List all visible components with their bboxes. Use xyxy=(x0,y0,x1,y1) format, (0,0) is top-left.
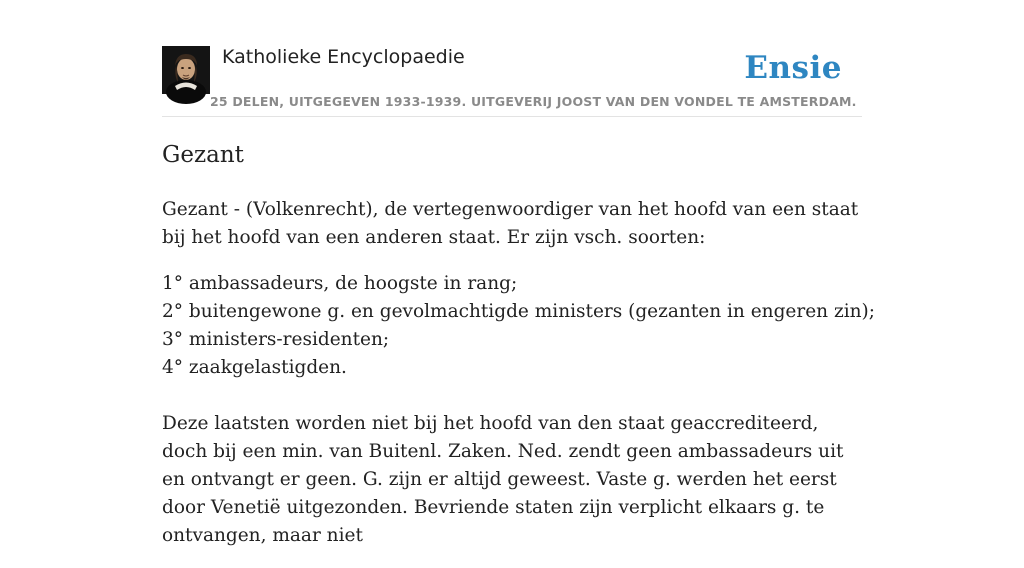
source-title[interactable]: Katholieke Encyclopaedie xyxy=(222,46,465,68)
source-subtitle: 25 DELEN, UITGEGEVEN 1933-1939. UITGEVERIJ JOOST VAN DEN VONDEL TE AMSTERDAM. xyxy=(210,94,857,109)
article xyxy=(162,138,875,568)
article-title: Gezant xyxy=(162,142,244,168)
list-item: 1° ambassadeurs, de hoogste in rang; xyxy=(162,273,518,294)
rank-list xyxy=(162,270,875,382)
portrait-avatar-icon[interactable] xyxy=(162,46,210,94)
article-body: Deze laatsten worden niet bij het hoofd van den staat geaccrediteerd, doch bij een min. van Buitenl. Zaken. Ned. zendt geen ambassadeurs uit en ontvangt er geen. G. zijn er altijd geweest. Vaste g. werden het eerst door Venetië uitgezonden. Bevriende staten zijn verplicht elkaars g. te ontvangen, maar niet xyxy=(162,413,844,546)
article-intro: Gezant - (Volkenrecht), de vertegenwoordiger van het hoofd van een staat bij het hoofd van een anderen staat. Er zijn vsch. soorten: xyxy=(162,199,859,248)
portrait-graphic xyxy=(162,46,210,94)
list-item: 4° zaakgelastigden. xyxy=(162,357,347,378)
source-header xyxy=(162,44,862,117)
ensie-logo[interactable]: Ensie xyxy=(744,50,842,86)
list-item: 3° ministers-residenten; xyxy=(162,329,390,350)
list-item: 2° buitengewone g. en gevolmachtigde ministers (gezanten in engeren zin); xyxy=(162,301,875,322)
